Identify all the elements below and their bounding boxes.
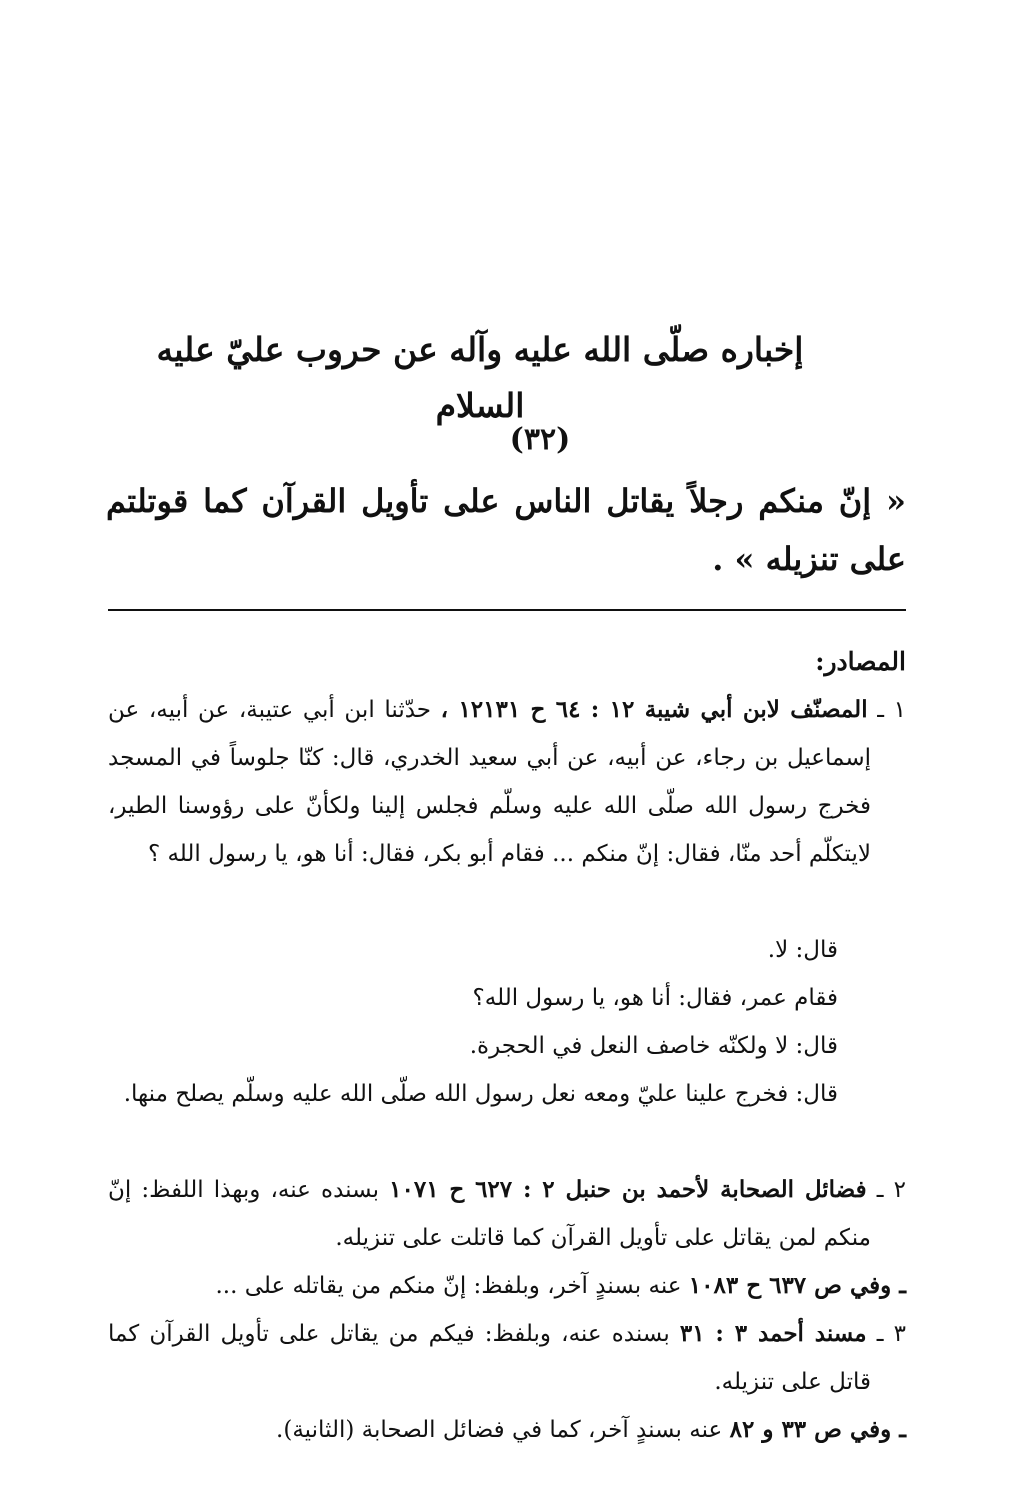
source-1-reference: المصنّف لابن أبي شيبة ١٢ : ٦٤ ح ١٢١٣١ ، [440, 696, 868, 723]
source-3-sub-reference: ـ وفي ص ٣٣ و ٨٢ [729, 1416, 906, 1443]
source-1-text: حدّثنا ابن أبي عتيبة، عن أبيه، عن إسماعيل بن رجاء، عن أبيه، عن أبي سعيد الخدري، قال: كنّا جلوساً في المسجد فخرج رسول الله صلّى الله عليه وسلّم فجلس إلينا ولكأنّ على رؤوسنا الطير، لايتكلّم أحد منّا، فقال: إنّ منكم ... فقام أبو بكر، فقال: أنا هو، يا رسول الله ؟ [108, 697, 871, 867]
source-2-sub-reference: ـ وفي ص ٦٣٧ ح ١٠٨٣ [688, 1272, 906, 1299]
source-1-dialogue-4 [108, 1070, 906, 1118]
source-3-number: ٣ ـ [876, 1321, 907, 1347]
source-2-reference: فضائل الصحابة لأحمد بن حنبل ٢ : ٦٢٧ ح ١٠٧١ [389, 1176, 867, 1203]
source-3-sub [176, 1406, 906, 1454]
source-2-sub-text: عنه بسندٍ آخر، وبلفظ: إنّ منكم من يقاتله على ... [215, 1273, 682, 1299]
hadith-number: (٣٢) [509, 422, 571, 457]
hadith-text: « إنّ منكم رجلاً يقاتل الناس على تأويل القرآن كما قوتلتم على تنزيله » . [106, 482, 907, 578]
source-2-number: ٢ ـ [876, 1177, 906, 1203]
chapter-title: إخباره صلّى الله عليه وآله عن حروب عليّ عليه السلام [156, 330, 804, 425]
source-2-sub [176, 1262, 906, 1310]
sources-label: المصادر: [815, 647, 906, 676]
source-1-number: ١ ـ [877, 697, 906, 723]
footnote-divider [108, 609, 906, 611]
source-1-dialogue-2: فقام عمر، فقال: أنا هو، يا رسول الله؟ [472, 985, 838, 1011]
source-entry-3 [108, 1310, 906, 1406]
source-entry-2 [108, 1166, 906, 1262]
source-1-dialogue-1: قال: لا. [767, 937, 838, 963]
source-3-sub-text: عنه بسندٍ آخر، كما في فضائل الصحابة (الثانية). [276, 1417, 723, 1443]
source-2-text: بسنده عنه، وبهذا اللفظ: إنّ منكم لمن يقاتل على تأويل القرآن كما قاتلت على تنزيله. [108, 1177, 871, 1251]
source-1-dialogue-3: قال: لا ولكنّه خاصف النعل في الحجرة. [469, 1033, 838, 1059]
source-entry-1 [108, 686, 906, 878]
source-3-reference: مسند أحمد ٣ : ٣١ [679, 1320, 867, 1347]
source-1-dialogue-4-text: قال: فخرج علينا عليّ ومعه نعل رسول الله صلّى الله عليه وسلّم يصلح منها. [123, 1081, 838, 1107]
source-3-text: بسنده عنه، وبلفظ: فيكم من يقاتل على تأويل القرآن كما قاتل على تنزيله. [108, 1321, 871, 1395]
